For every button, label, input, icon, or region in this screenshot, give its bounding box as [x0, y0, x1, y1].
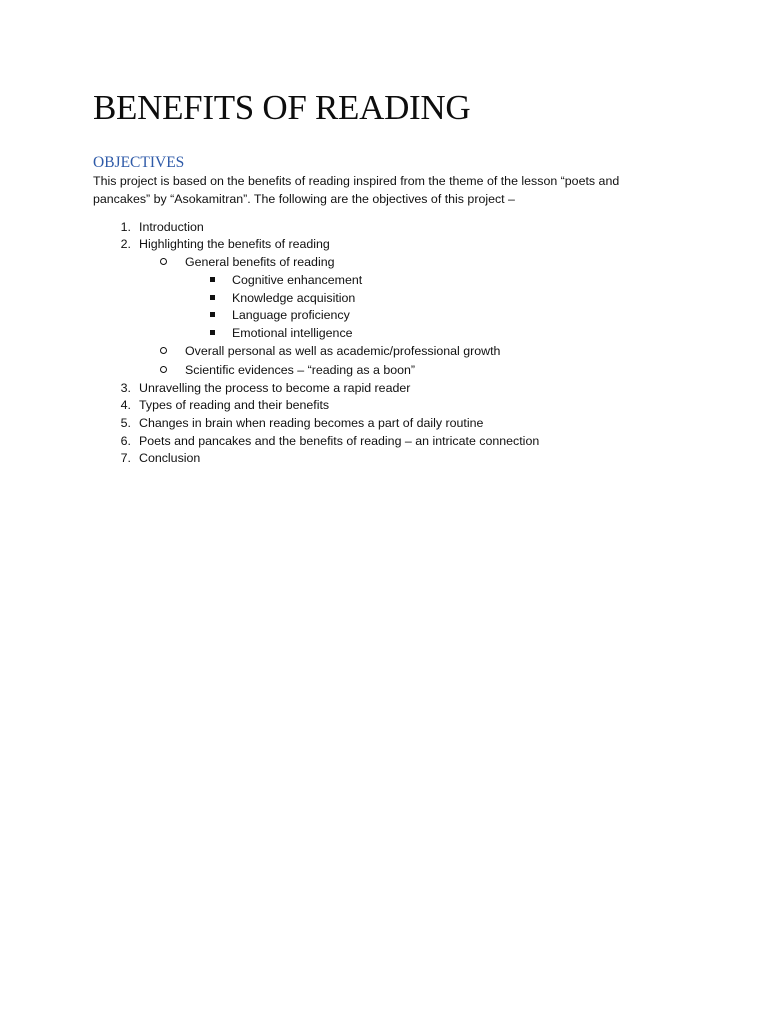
list-item-text: Poets and pancakes and the benefits of reading – an intricate connection: [139, 434, 540, 448]
list-item-text: Emotional intelligence: [232, 326, 353, 340]
list-item-text: Knowledge acquisition: [232, 291, 356, 305]
square-bullet-icon: [205, 289, 219, 307]
list-number: 5.: [120, 416, 131, 430]
list-item-text: Introduction: [139, 220, 204, 234]
list-item-text: Unravelling the process to become a rapid reader: [139, 381, 411, 395]
list-number: 7.: [120, 451, 131, 465]
list-item-text: Language proficiency: [232, 308, 350, 322]
square-bullet-icon: [205, 306, 219, 324]
hollow-bullet-icon: [156, 361, 170, 379]
list-item-text: Scientific evidences – “reading as a boon”: [185, 363, 416, 377]
list-item-text: General benefits of reading: [185, 255, 335, 269]
hollow-bullet-icon: [156, 342, 170, 360]
list-item-text: Types of reading and their benefits: [139, 398, 330, 412]
list-item-text: Changes in brain when reading becomes a part of daily routine: [139, 416, 484, 430]
square-bullet-icon: [205, 324, 219, 342]
document-title: BENEFITS OF READING: [93, 88, 471, 127]
list-number: 6.: [120, 434, 131, 448]
list-item-text: Conclusion: [139, 451, 201, 465]
list-item-text: Cognitive enhancement: [232, 273, 363, 287]
list-number: 3.: [120, 381, 131, 395]
hollow-bullet-icon: [156, 253, 170, 271]
square-bullet-icon: [205, 271, 219, 289]
list-number: 2.: [120, 237, 131, 251]
section-heading-objectives: OBJECTIVES: [93, 154, 185, 171]
list-number: 1.: [120, 220, 131, 234]
list-number: 4.: [120, 398, 131, 412]
list-item-text: Highlighting the benefits of reading: [139, 237, 330, 251]
intro-paragraph: This project is based on the benefits of reading inspired from the theme of the lesson “poets and pancakes” by “Asokamitran”. The following are the objectives of this project –: [93, 174, 620, 206]
list-item-text: Overall personal as well as academic/professional growth: [185, 344, 501, 358]
